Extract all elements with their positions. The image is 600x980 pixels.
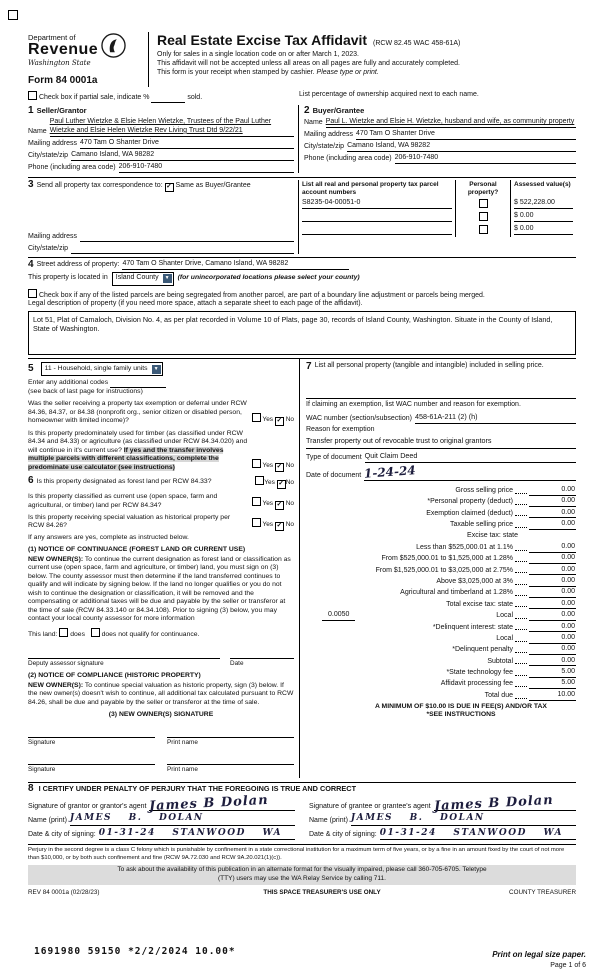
same-as-buyer-checkbox[interactable]: ✓ [166, 182, 173, 190]
dotted-leader [515, 594, 527, 596]
dotted-leader [515, 628, 527, 630]
dotted-leader [515, 560, 527, 562]
current-use-question: Is this property classified as current use (open space, farm and agricultural, or timber) land per RCW 84.34? [28, 493, 218, 509]
money-value: 0.00 [529, 588, 576, 598]
reason-for-exemption-value: Transfer property out of revocable trust to original grantors [306, 436, 492, 446]
certify-statement: I CERTIFY UNDER PENALTY OF PERJURY THAT THE FOREGOING IS TRUE AND CORRECT [38, 783, 357, 793]
money-label: Above $3,025,000 at 3% [436, 577, 513, 585]
money-value: 0.00 [529, 566, 576, 576]
wac-number-value: 458-61A-211 (2) (h) [414, 411, 478, 421]
grantee-date-city-label: Date & city of signing: [309, 831, 377, 839]
buyer-name-value: Paul L. Wietzke and Elsie H. Wietzke, husband and wife, as community property [325, 118, 575, 126]
property-location-section [28, 257, 576, 356]
forest-yes-checkbox[interactable] [255, 476, 264, 485]
money-value: 0.00 [529, 577, 576, 587]
money-value: 0.00 [529, 509, 576, 519]
grantee-signature: James B Dolan [433, 792, 554, 814]
money-label: Local [496, 612, 513, 620]
money-row [306, 678, 576, 689]
owner-signature-field[interactable] [28, 755, 155, 765]
segregated-checkbox[interactable] [28, 289, 37, 298]
forest-land-question: Is this property designated as forest land per RCW 84.33? [36, 478, 212, 486]
money-row [306, 644, 576, 655]
money-row [306, 632, 576, 643]
date-of-document-label: Date of document [306, 472, 362, 480]
owner-printname-field[interactable] [167, 728, 294, 738]
minimum-due-line1: A MINIMUM OF $10.00 IS DUE IN FEE(S) AND/OR TAX [375, 702, 547, 710]
new-owners-signature-heading: (3) NEW OWNER(S) SIGNATURE [108, 711, 214, 719]
county-selected-value: Island County [115, 274, 159, 282]
money-label: Less than $525,000.01 at 1.1% [416, 543, 513, 551]
deputy-signature-label: Deputy assessor signature [28, 660, 104, 668]
no-label: No [285, 479, 294, 487]
forest-no-checkbox[interactable]: ✓ [278, 480, 285, 488]
parcel-personal-checkbox[interactable] [479, 225, 488, 234]
yes-label: Yes [262, 462, 274, 470]
does-label: does [70, 630, 85, 638]
money-value: 0.00 [529, 657, 576, 667]
money-label: Taxable selling price [449, 520, 513, 528]
date-of-document-value: 1-24-24 [363, 463, 417, 481]
header-note-3-italic: Please type or print. [316, 69, 379, 77]
money-row [306, 553, 576, 564]
corr-mail-field[interactable] [80, 232, 294, 242]
currentuse-yes-checkbox[interactable] [252, 497, 261, 506]
money-value: 0.00 [529, 645, 576, 655]
footer-row [28, 889, 576, 897]
section-1-number: 1 [28, 105, 34, 117]
page-number: Page 1 of 6 [550, 962, 586, 969]
grantor-signature-block [28, 794, 295, 840]
seller-title: Seller/Grantor [36, 106, 87, 116]
corr-city-label: City/state/zip [28, 244, 69, 252]
parties-section [28, 105, 576, 173]
new-owners-lead: NEW OWNER(S): [28, 681, 84, 689]
header-note-2: This affidavit will not be accepted unless all areas on all pages are fully and accurately completed. [157, 59, 460, 67]
parcel-personal-checkbox[interactable] [479, 199, 488, 208]
section-4-number: 4 [28, 258, 34, 270]
minimum-due-line2: *SEE INSTRUCTIONS [426, 711, 496, 719]
buyer-mail-label: Mailing address [304, 131, 354, 139]
money-label: Total excise tax: state [446, 600, 513, 608]
seller-name-label: Name [28, 127, 47, 135]
no-label: No [285, 462, 294, 470]
money-value: 0.00 [529, 497, 576, 507]
predominate-yes-checkbox[interactable] [252, 459, 261, 468]
historic-no-checkbox[interactable]: ✓ [276, 521, 283, 529]
money-label: *State technology fee [446, 669, 513, 677]
dotted-leader [515, 640, 527, 642]
historic-yes-checkbox[interactable] [252, 518, 261, 527]
money-row [306, 484, 576, 495]
dotted-leader [515, 674, 527, 676]
land-use-code-value: 11 - Household, single family units [44, 364, 148, 372]
money-row [306, 541, 576, 552]
dotted-leader [515, 492, 527, 494]
no-label: No [285, 499, 294, 507]
money-row [306, 496, 576, 507]
money-value: 10.00 [529, 691, 576, 701]
chevron-down-icon[interactable]: ▼ [152, 365, 161, 374]
exemption-yes-checkbox[interactable] [252, 413, 261, 422]
main-columns [28, 358, 576, 778]
money-label: *Delinquent interest: state [432, 623, 513, 631]
assessed-value: $ 0.00 [514, 212, 573, 222]
grantee-date-city: 01-31-24 STANWOOD WA [379, 827, 564, 838]
street-address-value: 470 Tam O Shanter Drive, Camano Island, WA 98282 [122, 259, 289, 267]
money-label: Agricultural and timberland at 1.28% [400, 589, 513, 597]
money-value: 0.00 [529, 600, 576, 610]
section-8-number: 8 [28, 782, 34, 794]
seller-phone-label: Phone (including area code) [28, 163, 116, 171]
certification-section [28, 782, 576, 840]
money-label: Subtotal [487, 657, 513, 665]
table-row [299, 198, 576, 211]
section-6-number: 6 [28, 475, 34, 487]
cashier-receipt-stamp: 1691980 59150 *2/2/2024 10.00* [34, 946, 236, 957]
rev-form-id: REV 84 0001a (02/28/23) [28, 888, 100, 896]
yes-label: Yes [264, 479, 275, 487]
additional-codes-field[interactable] [110, 380, 166, 388]
unincorporated-note: (for unincorporated locations please select your county) [177, 274, 360, 282]
ownership-percent-note: List percentage of ownership acquired next to each name. [299, 91, 479, 99]
buyer-city-value: Camano Island, WA 98282 [347, 142, 431, 150]
money-row [306, 666, 576, 677]
title-block [148, 32, 576, 87]
grantee-signature-block [309, 794, 576, 840]
personal-property-col-header: Personal property? [455, 180, 510, 198]
seller-mail-label: Mailing address [28, 139, 78, 147]
money-label: Local [496, 634, 513, 642]
money-value: 0.00 [529, 634, 576, 644]
minimum-due-note [346, 703, 576, 721]
assessed-value: $ 0.00 [514, 225, 573, 235]
legal-description-label: Legal description of property (if you need more space, attach a separate sheet to each page of the affidavit). [28, 300, 363, 308]
dotted-leader [515, 571, 527, 573]
money-label: Total due [484, 691, 513, 699]
dotted-leader [515, 697, 527, 699]
money-value: 5.00 [529, 668, 576, 678]
money-row [306, 621, 576, 632]
type-of-document-value: Quit Claim Deed [364, 451, 418, 461]
signature-label: Signature [28, 738, 56, 746]
alternate-format-notice [28, 865, 576, 885]
parcel-col-header: List all real and personal property tax parcel account numbers [302, 180, 439, 196]
land-does-not-checkbox[interactable] [91, 628, 100, 637]
this-land-label: This land: [28, 630, 58, 638]
parcel-number [302, 212, 452, 222]
money-label: From $525,000.01 to $1,525,000 at 1.28% [381, 555, 513, 563]
historic-question: Is this property receiving special valuation as historical property per RCW 84.26? [28, 513, 231, 530]
grantee-name-print-label: Name (print) [309, 816, 348, 824]
parcel-number: S8235-04-00051-0 [302, 199, 452, 209]
section-7-number: 7 [306, 361, 312, 373]
additional-codes-label: Enter any additional codes [28, 379, 109, 387]
deputy-date-field[interactable] [230, 649, 294, 659]
does-not-label: does not qualify for continuance. [101, 630, 200, 638]
county-treasurer-label: COUNTY TREASURER [509, 888, 576, 896]
dotted-leader [515, 503, 527, 505]
grantor-date-city-label: Date & city of signing: [28, 831, 96, 839]
print-note-block [492, 950, 586, 969]
exemption-deferral-question: Was the seller receiving a property tax exemption or deferral under RCW 84.36, 84.37, or 84.38 (nonprofit org., senior citizen or disabled person, homeowner with limited income)? [28, 400, 247, 425]
grantor-name-print: JAMES B. DOLAN [69, 813, 204, 824]
use-classification-column [28, 359, 299, 778]
seller-section [28, 105, 298, 173]
no-label: No [285, 520, 294, 528]
chevron-down-icon[interactable]: ▼ [163, 274, 172, 283]
money-row [306, 587, 576, 598]
money-row [306, 564, 576, 575]
money-row [306, 530, 576, 541]
yes-label: Yes [262, 520, 274, 528]
county-select[interactable] [112, 272, 174, 286]
money-row [306, 575, 576, 586]
dotted-leader [515, 549, 527, 551]
codes-instructions-note: (see back of last page for instructions) [28, 387, 143, 395]
yes-label: Yes [262, 415, 274, 423]
dotted-leader [515, 583, 527, 585]
partial-sale-label: Check box if partial sale, indicate % [38, 94, 150, 102]
correspondence-section [28, 177, 576, 254]
money-row [306, 598, 576, 609]
grantor-signature-label: Signature of grantor or grantor's agent [28, 802, 147, 810]
money-value: 5.00 [529, 679, 576, 689]
section-5-number: 5 [28, 363, 34, 375]
seller-name-value: Paul Luther Wietzke & Elsie Helen Wietzke, Trustees of the Paul Luther Wietzke and Elsie Helen Wietzke Rev Living Trust Dtd 9/22/21 [49, 118, 272, 134]
dotted-leader [515, 605, 527, 607]
buyer-phone-label: Phone (including area code) [304, 155, 392, 163]
excise-tax-table [306, 484, 576, 700]
located-in-label: This property is located in [28, 274, 108, 282]
print-name-label: Print name [167, 765, 198, 773]
washington-state-label: Washington State [28, 59, 91, 68]
dotted-leader [515, 526, 527, 528]
form-header [28, 32, 576, 87]
grantor-name-print-label: Name (print) [28, 816, 67, 824]
segregated-label: Check box if any of the listed parcels are being segregated from another parcel, are part of a boundary line adjustment or parcels being merged. [38, 291, 485, 299]
corr-mail-label: Mailing address [28, 232, 78, 240]
money-label: *Personal property (deduct) [427, 498, 513, 506]
alternate-format-line1: To ask about the availability of this publication in an alternate format for the visually impaired, please call 360-705-6705. Teletype [117, 866, 487, 874]
header-note-3-text: This form is your receipt when stamped by cashier. [157, 69, 315, 77]
table-row [299, 224, 576, 237]
same-as-buyer-label: Same as Buyer/Grantee [175, 181, 251, 189]
legal-description-value: Lot 51, Plat of Camaloch, Division No. 4, as per plat recorded in Volume 10 of Plats, page 30, records of Island County, Washington. Situate in the County of Island, State of Washington. [28, 311, 576, 355]
wac-number-label: WAC number (section/subsection) [306, 414, 412, 422]
agency-block [28, 32, 148, 87]
predominate-use-question: Is this property predominately used for timber (as classified under RCW 84.34 and 84.33) or agriculture (as classified under RCW 84.34.020) and will continue in it's current use? [28, 429, 248, 454]
money-row [306, 507, 576, 518]
parcel-number [302, 225, 452, 235]
seller-city-value: Camano Island, WA 98282 [71, 150, 155, 158]
grantor-date-city: 01-31-24 STANWOOD WA [98, 827, 283, 838]
perjury-notice: Perjury in the second degree is a class C felony which is punishable by confinement in a state correctional institution for a maximum term of five years, or by a fine in an amount fixed by the court of not more than $10,000, or by both such confinement and fine (RCW 9A.72.030 and RCW 9A.20.021(1)(c)). [28, 844, 576, 862]
money-value: 0.00 [529, 486, 576, 496]
yes-label: Yes [262, 499, 274, 507]
form-rcw-ref: (RCW 82.45 WAC 458-61A) [373, 40, 461, 47]
buyer-name-label: Name [304, 119, 323, 127]
partial-sold-label: sold. [187, 94, 203, 102]
legal-size-note: Print on legal size paper. [492, 950, 586, 959]
personal-property-label: List all personal property (tangible and intangible) included in selling price. [314, 362, 544, 370]
dotted-leader [515, 617, 527, 619]
local-rate-value: 0.0050 [322, 611, 355, 621]
send-correspondence-label: Send all property tax correspondence to: [36, 181, 163, 189]
signature-label: Signature [28, 765, 56, 773]
buyer-title: Buyer/Grantee [312, 106, 365, 116]
assessed-value-col-header: Assessed value(s) [510, 180, 576, 198]
dept-of-label: Department of [28, 33, 76, 42]
grantee-signature-label: Signature of grantee or grantee's agent [309, 802, 431, 810]
money-row [306, 689, 576, 700]
parcel-table [298, 180, 576, 254]
money-row [306, 655, 576, 666]
money-row [306, 609, 576, 620]
money-label: Affidavit processing fee [440, 680, 513, 688]
dor-seal-icon [101, 33, 126, 58]
seller-phone-value: 206-910-7480 [118, 162, 163, 170]
street-address-label: Street address of property: [36, 260, 120, 268]
header-note-1: Only for sales in a single location code on or after March 1, 2023. [157, 50, 359, 58]
notice-compliance-text: To continue special valuation as historic property, sign (3) below. If the new owner(s) doesn't wish to continue, all additional tax calculated pursuant to RCW 84.26, shall be due and payable by the seller or transferor at the time of sale. [28, 681, 294, 706]
treasurer-space-label: THIS SPACE TREASURER'S USE ONLY [263, 888, 381, 896]
no-label: No [285, 415, 294, 423]
tax-computation-column [299, 359, 576, 778]
buyer-phone-value: 206-910-7480 [394, 154, 439, 162]
buyer-mail-value: 470 Tam O Shanter Drive [356, 130, 435, 138]
dotted-leader [515, 651, 527, 653]
money-row [306, 518, 576, 529]
new-owners-lead: NEW OWNER(S): [28, 555, 84, 563]
money-label: *Delinquent penalty [452, 646, 513, 654]
partial-percent-field[interactable] [151, 95, 185, 103]
land-does-checkbox[interactable] [59, 628, 68, 637]
buyer-city-label: City/state/zip [304, 143, 345, 151]
exemption-claim-note: If claiming an exemption, list WAC number and reason for exemption. [306, 401, 521, 409]
dotted-leader [515, 514, 527, 516]
owner-printname-field[interactable] [167, 755, 294, 765]
dotted-leader [515, 685, 527, 687]
print-name-label: Print name [167, 738, 198, 746]
deputy-date-label: Date [230, 660, 244, 668]
money-label: From $1,525,000.01 to $3,025,000 at 2.75% [375, 566, 513, 574]
money-label: Excise tax: state [467, 532, 518, 540]
corr-city-field[interactable] [71, 244, 294, 254]
money-label: Exemption claimed (deduct) [426, 509, 513, 517]
deputy-signature-field[interactable] [28, 649, 220, 659]
type-of-document-label: Type of document [306, 454, 362, 462]
dotted-leader [515, 662, 527, 664]
form-number: Form 84 0001a [28, 74, 98, 86]
seller-city-label: City/state/zip [28, 151, 69, 159]
money-value: 0.00 [529, 554, 576, 564]
notice-continuance-heading: (1) NOTICE OF CONTINUANCE (FOREST LAND OR CURRENT USE) [28, 546, 246, 554]
revenue-wordmark: Revenue [28, 41, 99, 59]
personal-property-field[interactable] [306, 372, 576, 398]
money-value: 0.00 [529, 623, 576, 633]
exemption-no-checkbox[interactable]: ✓ [276, 416, 283, 424]
partial-sale-row [28, 91, 576, 103]
predominate-use-calculator-note: If yes and the transfer involves multiple parcels with different classifications, complete the predominate use calculator (see instructions) [28, 446, 224, 471]
currentuse-no-checkbox[interactable]: ✓ [276, 500, 283, 508]
header-note-3 [157, 68, 576, 77]
alternate-format-line2: (TTY) users may use the WA Relay Service by calling 711. [218, 875, 386, 883]
grantee-name-print: JAMES B. DOLAN [350, 813, 485, 824]
unlabeled-checkbox[interactable] [8, 10, 18, 20]
table-row [299, 211, 576, 224]
money-label: Gross selling price [455, 486, 513, 494]
owner-signature-field[interactable] [28, 728, 155, 738]
money-value: 0.00 [529, 520, 576, 530]
land-use-code-select[interactable] [41, 362, 163, 376]
buyer-section [298, 105, 576, 173]
reason-for-exemption-label: Reason for exemption [306, 425, 375, 433]
form-title: Real Estate Excise Tax Affidavit [157, 32, 368, 48]
form-content [28, 32, 576, 897]
parcel-personal-checkbox[interactable] [479, 212, 488, 221]
assessed-value: $ 522,228.00 [514, 199, 573, 209]
notice-continuance-text: To continue the current designation as forest land or classification as current use (open space, farm and agriculture, or timber) land, you must sign on (3) below. The county assessor must then determine if the land transferred continues to qualify and will indicate by signing below. If the land no longer qualifies or you do not wish to continue the designation or classification, it will be removed and the compensating or additional taxes will be due and payable by the seller or transferor at the time of sale (RCW 84.33.140 or 84.34.108). Prior to signing (3) below, you may contact your local county assessor for more information [28, 555, 291, 623]
if-any-yes-note: If any answers are yes, complete as instructed below. [28, 533, 189, 541]
partial-sale-checkbox[interactable] [28, 91, 37, 100]
notice-compliance-heading: (2) NOTICE OF COMPLIANCE (HISTORIC PROPERTY) [28, 672, 201, 680]
money-value: 0.00 [529, 543, 576, 553]
section-3-number: 3 [28, 178, 34, 190]
grantor-signature: James B Dolan [149, 792, 270, 814]
seller-mail-value: 470 Tam O Shanter Drive [80, 138, 159, 146]
section-2-number: 2 [304, 105, 310, 117]
predominate-no-checkbox[interactable]: ✓ [276, 463, 283, 471]
money-value: 0.00 [529, 611, 576, 621]
